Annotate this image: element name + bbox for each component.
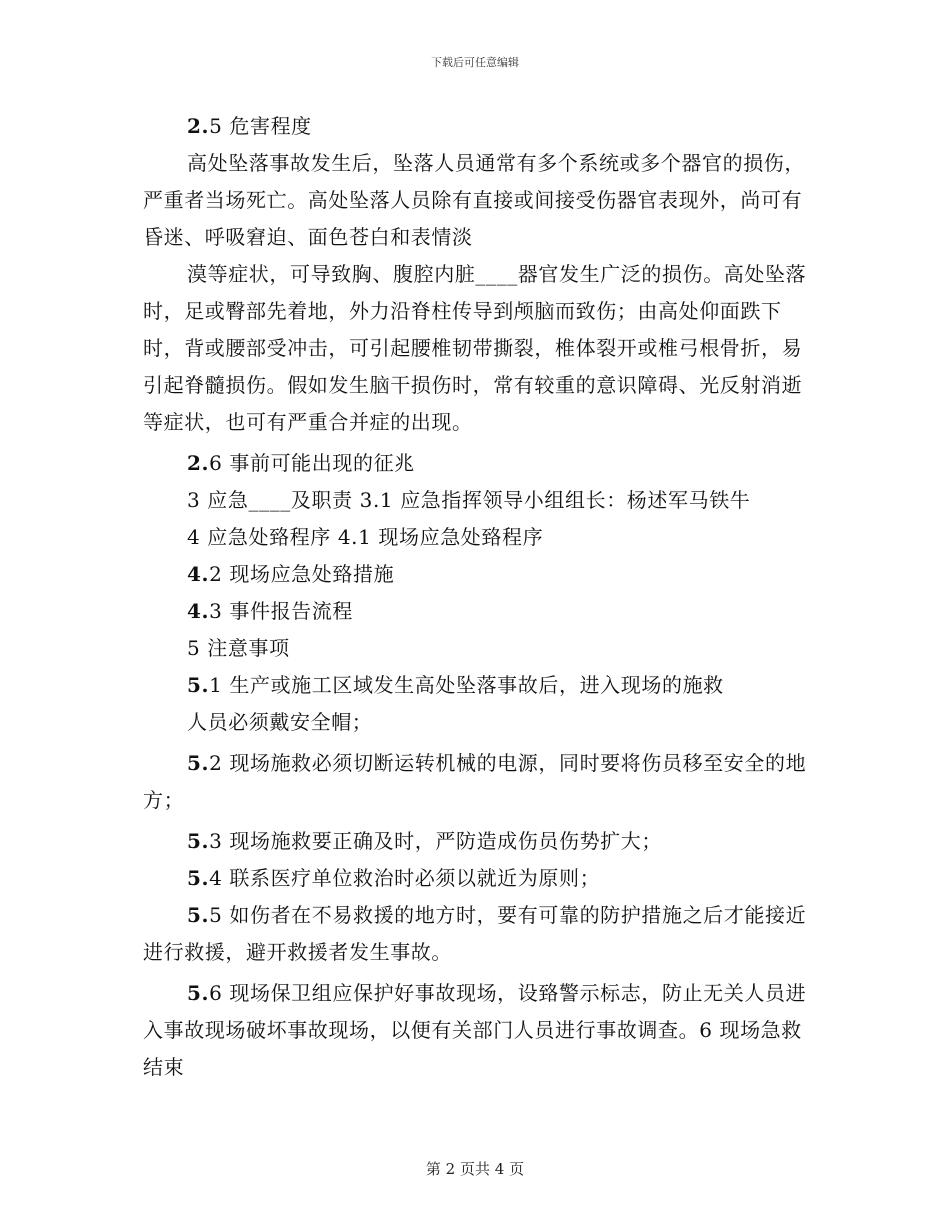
item-5-1	[143, 667, 813, 704]
item-5-1-continued	[143, 704, 813, 741]
item-5-3	[143, 823, 813, 860]
section-text: 6 事前可能出现的征兆	[209, 451, 415, 475]
section-number: 5.	[187, 903, 210, 927]
section-text: 5 如伤者在不易救援的地方时，要有可靠的防护措施之后才能接近进行救援，避开救援者发生事故。	[143, 903, 807, 964]
section-number: 2.	[187, 114, 210, 138]
section-text: 5 注意事项	[187, 636, 290, 660]
page-header: 下载后可任意编辑	[431, 56, 519, 69]
section-2-6-heading	[143, 445, 813, 482]
section-number: 5.	[187, 673, 210, 697]
paragraph-symptoms	[143, 256, 813, 441]
section-text: 3 应急____及职责 3.1 应急指挥领导小组组长：杨述军马铁牛	[187, 488, 751, 512]
section-text: 1 生产或施工区域发生高处坠落事故后，进入现场的施救	[209, 673, 724, 697]
section-text: 2 现场施救必须切断运转机械的电源，同时要将伤员移至安全的地方；	[143, 751, 807, 812]
section-number: 5.	[187, 981, 210, 1005]
section-number: 4.	[187, 599, 210, 623]
section-2-5-heading	[143, 108, 813, 145]
paragraph-text: 人员必须戴安全帽；	[187, 710, 373, 734]
section-number: 5.	[187, 866, 210, 890]
section-number: 5.	[187, 829, 210, 853]
page-footer: 第 2 页共 4 页	[425, 1160, 525, 1178]
section-text: 4 应急处臵程序 4.1 现场应急处臵程序	[187, 525, 544, 549]
item-5-5	[143, 897, 813, 971]
section-text: 5 危害程度	[209, 114, 312, 138]
paragraph-text: 高处坠落事故发生后，坠落人员通常有多个系统或多个器官的损伤，严重者当场死亡。高处坠落人员除有直接或间接受伤器官表现外，尚可有昏迷、呼吸窘迫、面色苍白和表情淡	[143, 151, 805, 249]
section-4-heading	[143, 519, 813, 556]
item-5-6	[143, 975, 813, 1086]
section-text: 4 联系医疗单位救治时必须以就近为原则；	[209, 866, 601, 890]
section-number: 4.	[187, 562, 210, 586]
paragraph-text: 漠等症状，可导致胸、腹腔内脏____器官发生广泛的损伤。高处坠落时，足或臀部先着地，外力沿脊柱传导到颅脑而致伤；由高处仰面跌下时，背或腰部受冲击，可引起腰椎韧带撕裂，椎体裂开或椎弓根骨折，易引起脊髓损伤。假如发生脑干损伤时，常有较重的意识障碍、光反射消逝等症状，也可有严重合并症的出现。	[143, 262, 807, 434]
section-4-2-heading	[143, 556, 813, 593]
document-body	[143, 108, 813, 1086]
section-text: 2 现场应急处臵措施	[209, 562, 395, 586]
section-text: 3 现场施救要正确及时，严防造成伤员伤势扩大；	[209, 829, 662, 853]
section-text: 3 事件报告流程	[209, 599, 353, 623]
section-number: 5.	[187, 751, 210, 775]
paragraph-injury-description	[143, 145, 813, 256]
section-4-3-heading	[143, 593, 813, 630]
item-5-4	[143, 860, 813, 897]
item-5-2	[143, 745, 813, 819]
section-number: 2.	[187, 451, 210, 475]
section-5-heading	[143, 630, 813, 667]
section-3-heading	[143, 482, 813, 519]
section-text: 6 现场保卫组应保护好事故现场，设臵警示标志，防止无关人员进入事故现场破坏事故现场，以便有关部门人员进行事故调查。6 现场急救结束	[143, 981, 807, 1079]
